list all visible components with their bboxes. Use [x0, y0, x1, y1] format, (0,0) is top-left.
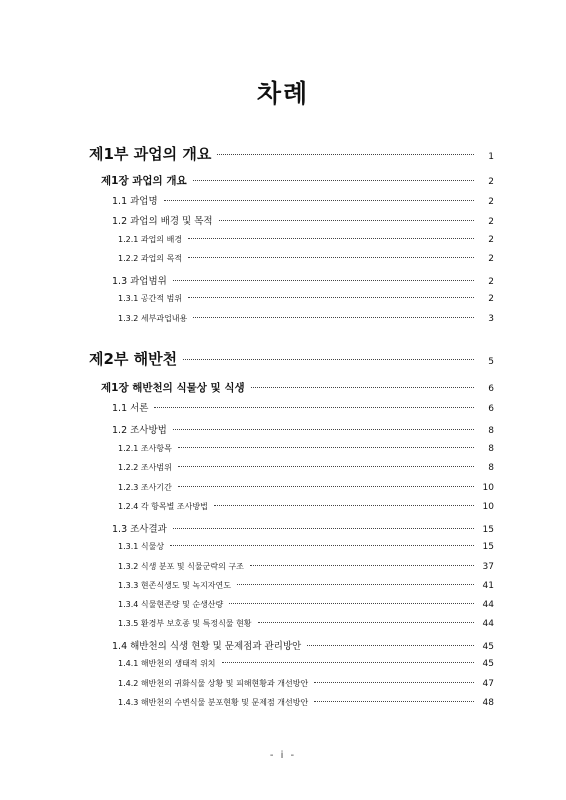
toc-entry-page-number: 44 [482, 619, 494, 629]
toc-entry-label: 1.2 조사방법 [112, 425, 167, 436]
toc-entry-sec[interactable] [112, 193, 494, 207]
dot-leader [237, 584, 474, 585]
toc-entry-part[interactable] [89, 143, 494, 164]
dot-leader [314, 701, 474, 702]
toc-entry-page-number: 10 [482, 483, 494, 493]
dot-leader [251, 387, 474, 388]
toc-entry-label: 제1장 과업의 개요 [101, 175, 187, 187]
toc-entry-sub[interactable] [118, 697, 494, 708]
toc-entry-label: 1.2 과업의 배경 및 목적 [112, 216, 213, 227]
toc-entry-sec[interactable] [112, 638, 494, 652]
toc-entry-sub[interactable] [118, 293, 494, 304]
toc-entry-label: 제1부 과업의 개요 [89, 145, 212, 163]
toc-entry-sec[interactable] [112, 400, 494, 414]
dot-leader [314, 682, 474, 683]
toc-entry-page-number: 37 [482, 562, 494, 572]
toc-entry-label: 제1장 해반천의 식물상 및 식생 [101, 382, 245, 394]
toc-entry-sub[interactable] [118, 313, 494, 324]
toc-entry-page-number: 15 [482, 525, 494, 535]
dot-leader [222, 662, 474, 663]
toc-entry-label: 1.1 서론 [112, 403, 149, 414]
toc-entry-label: 1.3 조사결과 [112, 524, 167, 535]
dot-leader [173, 528, 474, 529]
dot-leader [183, 359, 474, 360]
toc-entry-label: 1.3.4 식물현존량 및 순생산량 [118, 600, 224, 609]
toc-entry-page-number: 2 [488, 277, 494, 287]
toc-entry-label: 1.3.5 환경부 보호종 및 특정식물 현황 [118, 619, 252, 628]
toc-entry-label: 1.2.1 조사항목 [118, 444, 172, 453]
toc-entry-chap[interactable] [101, 380, 494, 395]
dot-leader [178, 486, 474, 487]
toc-entry-sub[interactable] [118, 482, 494, 493]
toc-entry-page-number: 2 [488, 254, 494, 264]
toc-entry-page-number: 45 [482, 642, 494, 652]
toc-entry-page-number: 44 [482, 600, 494, 610]
toc-entry-label: 1.3.3 현존식생도 및 녹지자연도 [118, 581, 231, 590]
toc-entry-page-number: 2 [488, 294, 494, 304]
dot-leader [250, 565, 474, 566]
toc-entry-sub[interactable] [118, 541, 494, 552]
toc-entry-label: 1.3.2 세부과업내용 [118, 314, 188, 323]
dot-leader [258, 622, 474, 623]
dot-leader [188, 257, 474, 258]
toc-entry-sub[interactable] [118, 618, 494, 629]
toc-entry-label: 1.4 해반천의 식생 현황 및 문제점과 관리방안 [112, 641, 302, 652]
toc-entry-page-number: 5 [488, 357, 494, 367]
dot-leader [229, 603, 474, 604]
toc-entry-sub[interactable] [118, 658, 494, 669]
toc-entry-chap[interactable] [101, 173, 494, 188]
toc-entry-sub[interactable] [118, 501, 494, 512]
toc-entry-label: 1.2.4 각 항목별 조사방법 [118, 502, 208, 511]
toc-entry-page-number: 2 [488, 177, 494, 187]
toc-entry-page-number: 8 [488, 463, 494, 473]
toc-entry-sub[interactable] [118, 462, 494, 473]
toc-entry-page-number: 47 [482, 679, 494, 689]
toc-entry-page-number: 8 [488, 426, 494, 436]
toc-entry-page-number: 45 [482, 659, 494, 669]
dot-leader [164, 200, 474, 201]
toc-entry-sec[interactable] [112, 521, 494, 535]
toc-entry-sub[interactable] [118, 599, 494, 610]
toc-entry-label: 제2부 해반천 [89, 350, 178, 368]
toc-entry-page-number: 2 [488, 235, 494, 245]
toc-entry-page-number: 10 [482, 502, 494, 512]
dot-leader [193, 317, 474, 318]
toc-entry-sec[interactable] [112, 213, 494, 227]
dot-leader [173, 429, 474, 430]
toc-entry-page-number: 3 [488, 314, 494, 324]
toc-entry-label: 1.2.1 과업의 배경 [118, 235, 183, 244]
dot-leader [217, 154, 474, 155]
toc-entry-page-number: 6 [488, 404, 494, 414]
dot-leader [193, 180, 474, 181]
toc-entry-label: 1.3.1 공간적 범위 [118, 294, 183, 303]
toc-entry-page-number: 6 [488, 384, 494, 394]
toc-entry-page-number: 48 [482, 698, 494, 708]
toc-entry-sub[interactable] [118, 678, 494, 689]
toc-entry-label: 1.3 과업범위 [112, 276, 167, 287]
toc-entry-sub[interactable] [118, 580, 494, 591]
toc-entry-label: 1.3.1 식물상 [118, 542, 165, 551]
dot-leader [188, 297, 474, 298]
toc-entry-part[interactable] [89, 348, 494, 369]
dot-leader [178, 466, 474, 467]
dot-leader [214, 505, 474, 506]
toc-entry-label: 1.4.2 해반천의 귀화식물 상황 및 피해현황과 개선방안 [118, 679, 309, 688]
page-title: 차례 [256, 79, 310, 108]
toc-entry-label: 1.2.3 조사기간 [118, 483, 172, 492]
toc-entry-page-number: 2 [488, 197, 494, 207]
toc-entry-sec[interactable] [112, 422, 494, 436]
toc-entry-label: 1.4.3 해반천의 수변식물 분포현황 및 문제점 개선방안 [118, 698, 309, 707]
dot-leader [154, 407, 474, 408]
toc-entry-page-number: 15 [482, 542, 494, 552]
toc-entry-label: 1.2.2 과업의 목적 [118, 254, 183, 263]
toc-entry-sub[interactable] [118, 253, 494, 264]
dot-leader [178, 447, 474, 448]
toc-entry-sub[interactable] [118, 234, 494, 245]
toc-entry-label: 1.4.1 해반천의 생태적 위치 [118, 659, 216, 668]
toc-entry-page-number: 1 [488, 152, 494, 162]
toc-entry-page-number: 41 [482, 581, 494, 591]
toc-entry-label: 1.2.2 조사범위 [118, 463, 172, 472]
toc-entry-sub[interactable] [118, 443, 494, 454]
dot-leader [307, 645, 474, 646]
toc-entry-label: 1.1 과업명 [112, 196, 158, 207]
dot-leader [170, 545, 474, 546]
toc-entry-label: 1.3.2 식생 분포 및 식물군락의 구조 [118, 562, 244, 571]
dot-leader [188, 238, 474, 239]
toc-entry-page-number: 2 [488, 217, 494, 227]
toc-entry-sub[interactable] [118, 561, 494, 572]
toc-entry-sec[interactable] [112, 273, 494, 287]
dot-leader [173, 280, 474, 281]
page-number-footer: - i - [269, 750, 297, 761]
dot-leader [219, 220, 474, 221]
toc-entry-page-number: 8 [488, 444, 494, 454]
